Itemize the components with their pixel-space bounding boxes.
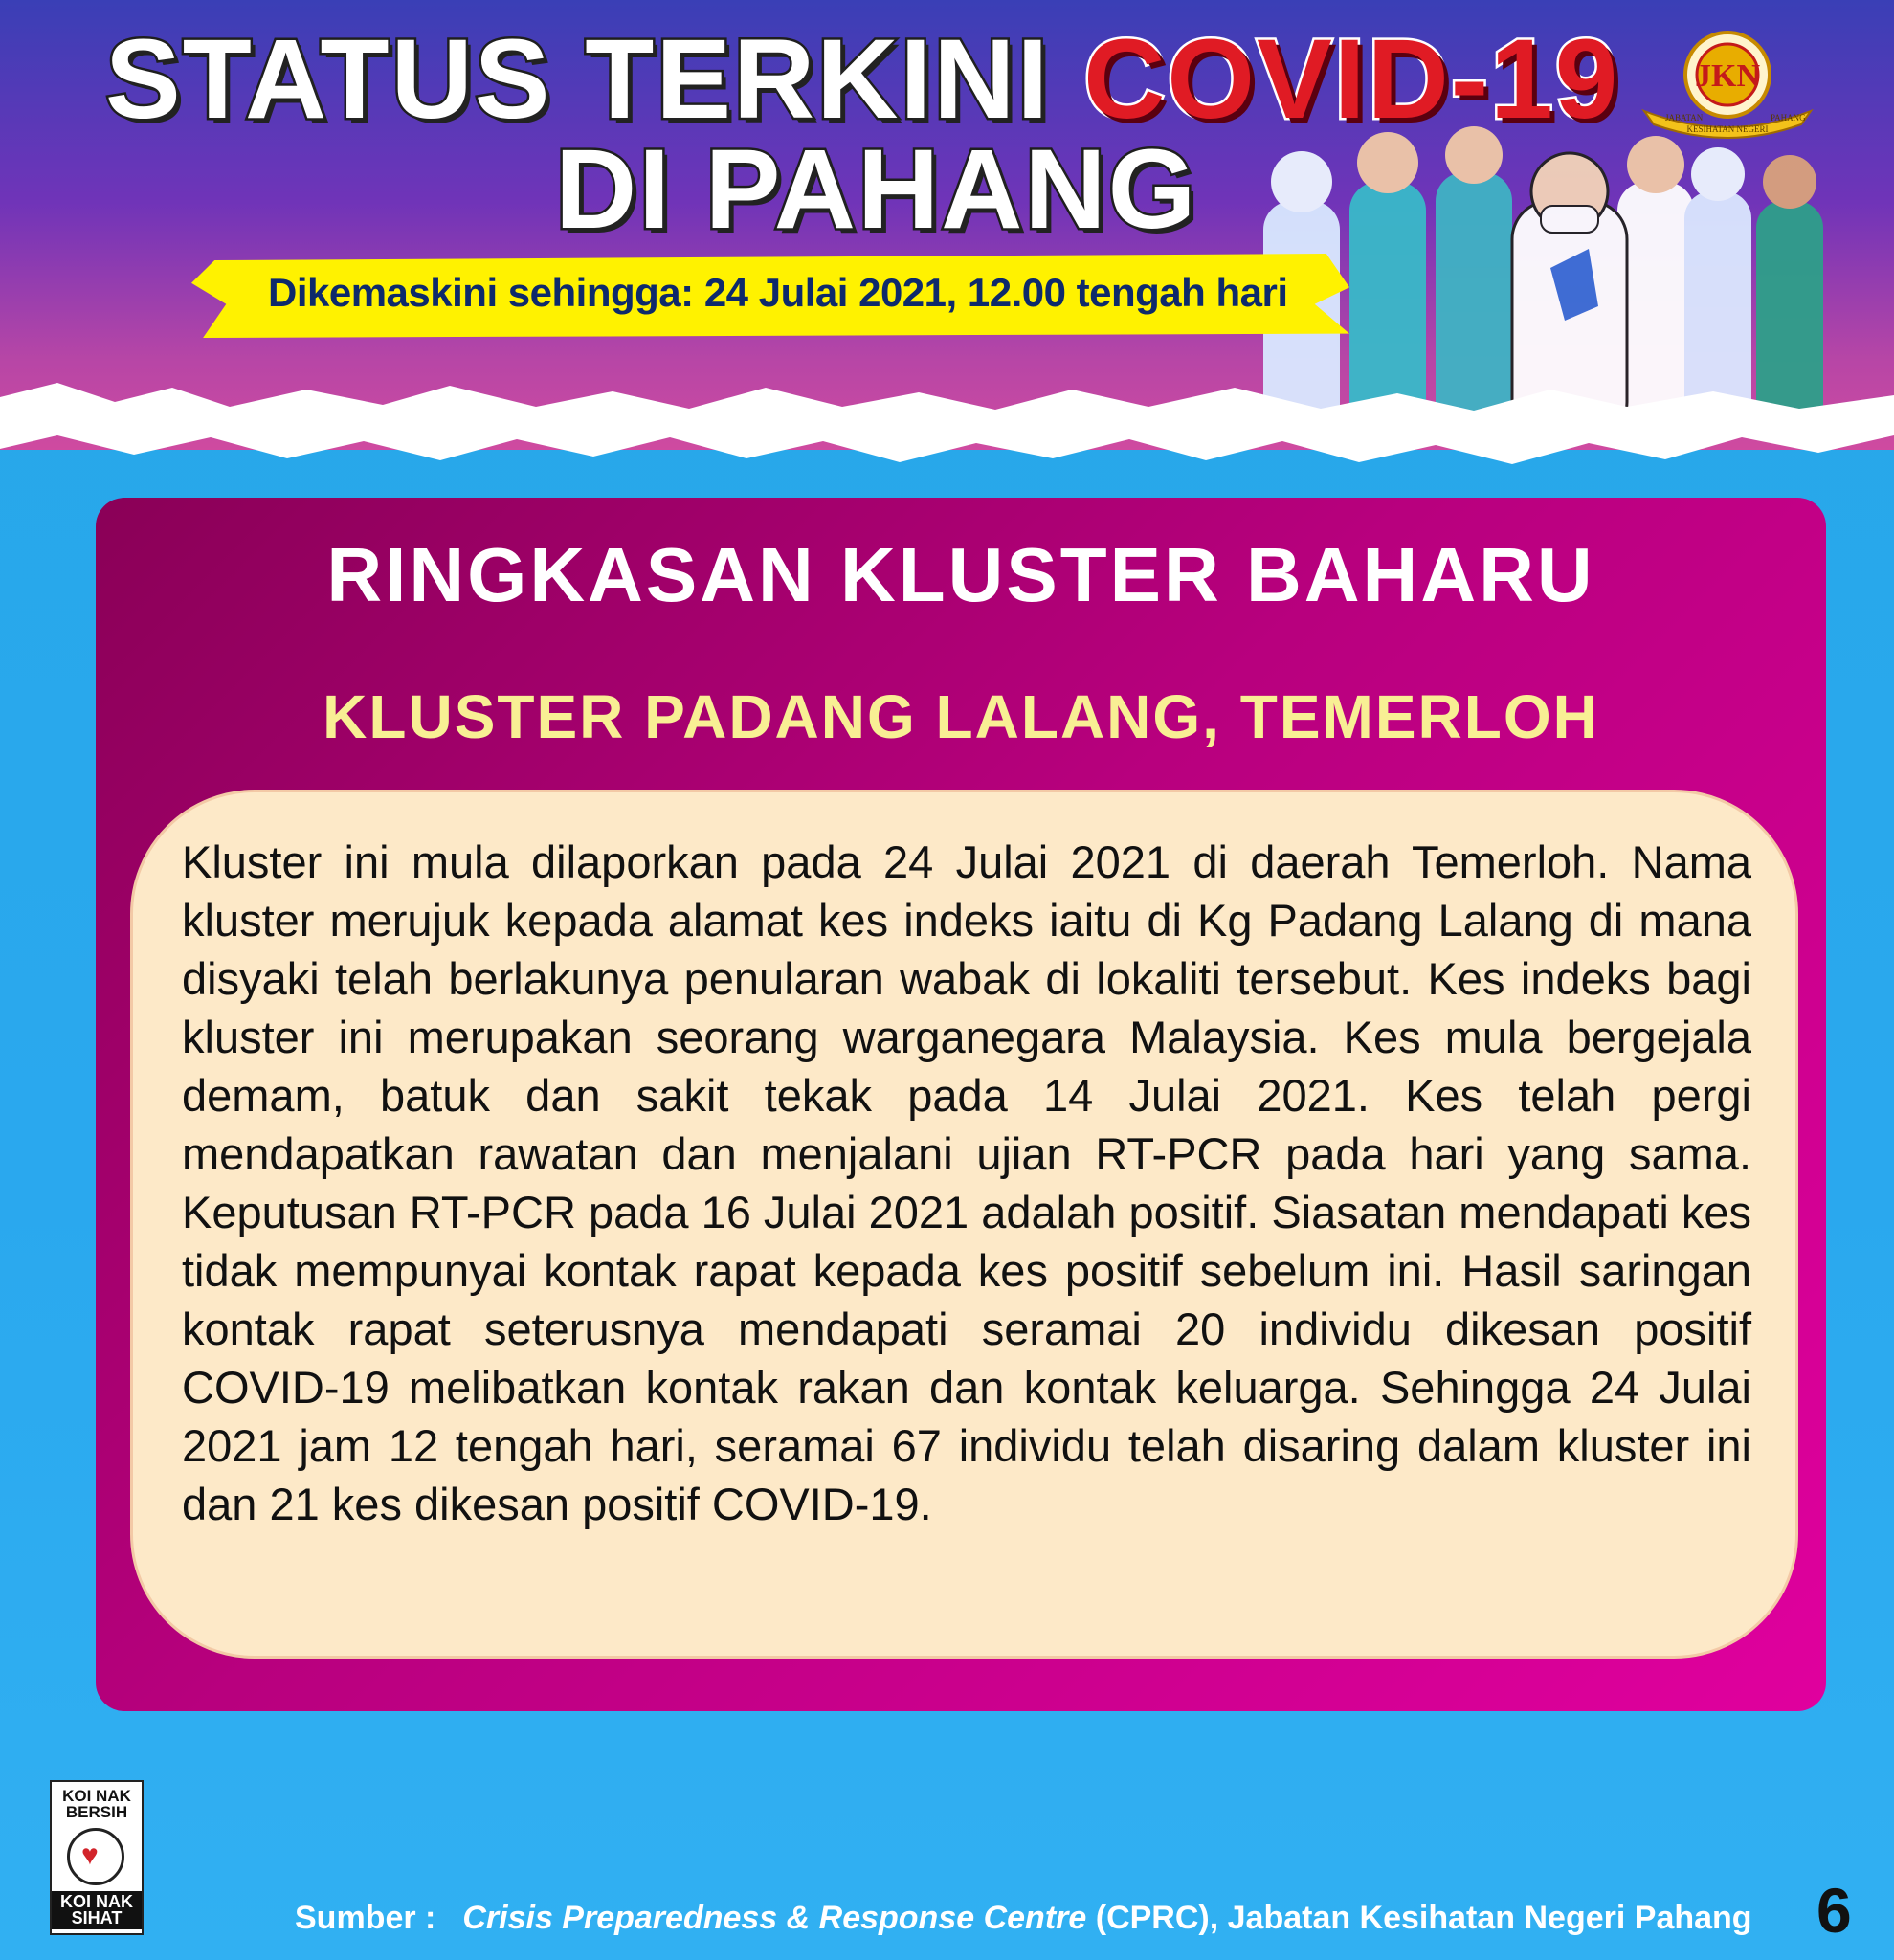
source-credit <box>295 1900 1752 1937</box>
cluster-description: Kluster ini mula dilaporkan pada 24 Julai 2021 di daerah Temerloh. Nama kluster merujuk kepada alamat kes indeks iaitu di Kg Padang Lalang di mana disyaki telah berlakunya penularan wabak di lokaliti tersebut. Kes indeks bagi kluster ini merupakan seorang warganegara Malaysia. Kes mula bergejala demam, batuk dan sakit tekak pada 14 Julai 2021. Kes telah pergi mendapatkan rawatan dan menjalani ujian RT-PCR pada hari yang sama. Keputusan RT-PCR pada 16 Julai 2021 adalah positif. Siasatan mendapati kes tidak mempunyai kontak rapat kepada kes positif sebelum ini. Hasil saringan kontak rapat seterusnya mendapati seramai 20 individu dikesan positif COVID-19 melibatkan kontak rakan dan kontak keluarga. Sehingga 24 Julai 2021 jam 12 tengah hari, seramai 67 individu telah disaring dalam kluster ini dan 21 kes dikesan positif COVID-19. <box>182 836 1751 1529</box>
source-org-italic: Crisis Preparedness & Response Centre <box>462 1900 1087 1936</box>
jkn-logo-icon <box>1637 29 1818 139</box>
logo-text: JKN <box>1695 58 1760 94</box>
updated-date-text: Dikemaskini sehingga: 24 Julai 2021, 12.00 tengah hari <box>268 270 1288 315</box>
logo-ribbon-right: PAHANG <box>1771 113 1806 122</box>
torn-paper-divider <box>0 378 1894 483</box>
source-label: Sumber : <box>295 1900 436 1936</box>
cluster-name: KLUSTER PADANG LALANG, TEMERLOH <box>323 682 1599 751</box>
page-number: 6 <box>1816 1875 1852 1946</box>
koi-top-text: KOI NAK BERSIH <box>62 1787 131 1821</box>
logo-ribbon-text: KESIHATAN NEGERI <box>1686 124 1769 134</box>
title-covid19: COVID-19 <box>1083 16 1620 143</box>
main-title-line2: DI PAHANG <box>555 126 1198 253</box>
koi-bottom-text: KOI NAK SIHAT <box>52 1891 142 1929</box>
title-status-terkini: STATUS TERKINI <box>105 16 1051 143</box>
source-org-rest: (CPRC), Jabatan Kesihatan Negeri Pahang <box>1086 1900 1752 1936</box>
card-title: RINGKASAN KLUSTER BAHARU <box>326 532 1595 617</box>
koi-nak-sihat-logo <box>50 1780 144 1935</box>
logo-ribbon-left: JABATAN <box>1665 113 1704 122</box>
heart-icon: ♥ <box>81 1839 99 1871</box>
